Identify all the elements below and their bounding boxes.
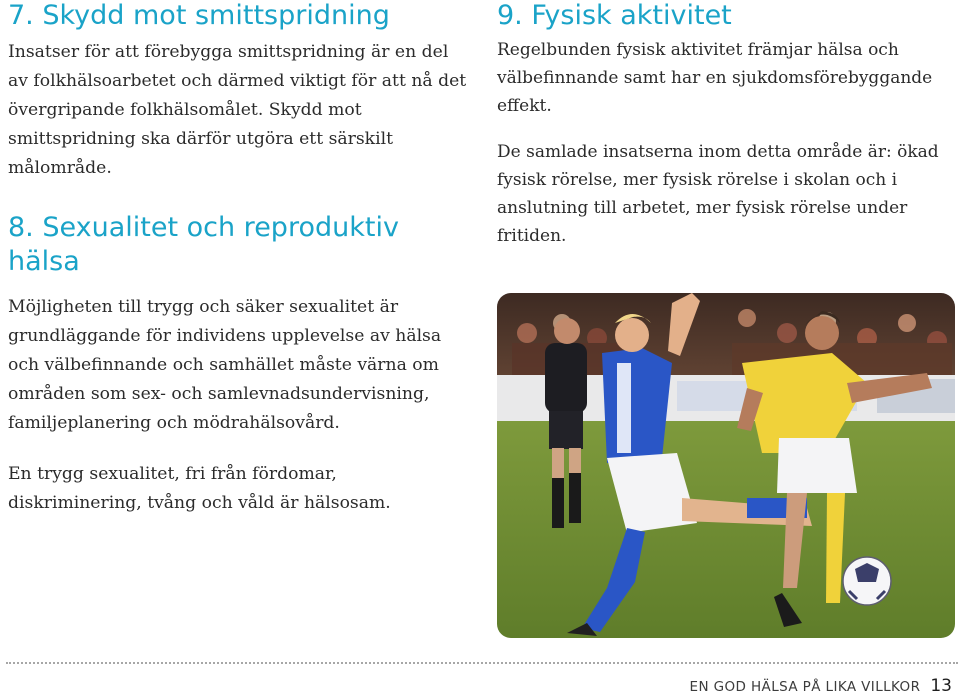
section-9-paragraph-2: De samlade insatserna inom detta område är: ökad fysisk rörelse, mer fysisk rörelse i skolan och i anslutning till arbetet, mer fysisk rörelse under fritiden.	[497, 142, 939, 246]
footer-title: EN GOD HÄLSA PÅ LIKA VILLKOR	[689, 679, 921, 695]
section-8-paragraph-1: Möjligheten till trygg och säker sexualitet är grundläggande för individens upplevelse av hälsa och välbefinnande och samhället måste värna om områden som sex- och samlevnadsundervisning, familjeplanering och mödrahälsovård.	[8, 297, 442, 433]
section-7-heading: 7. Skydd mot smittspridning	[8, 0, 390, 31]
section-8-paragraph-2: En trygg sexualitet, fri från fördomar, diskriminering, tvång och våld är hälsosam.	[8, 464, 391, 513]
right-column	[497, 0, 955, 250]
left-column	[8, 0, 470, 518]
section-7-paragraph: Insatser för att förebygga smittspridning är en del av folkhälsoarbetet och därmed viktigt för att nå det övergripande folkhälsomålet. Skydd mot smittspridning ska därför utgöra ett särskilt målområde.	[8, 42, 467, 178]
football-icon	[843, 557, 891, 605]
footer-divider	[6, 662, 958, 664]
section-9-heading: 9. Fysisk aktivitet	[497, 0, 732, 31]
section-9-paragraph-1: Regelbunden fysisk aktivitet främjar hälsa och välbefinnande samt har en sjukdomsförebyggande effekt.	[497, 40, 933, 116]
section-8-heading: 8. Sexualitet och reproduktiv hälsa	[8, 212, 399, 277]
grass-field	[497, 421, 955, 638]
page-number: 13	[930, 676, 952, 696]
football-photo	[497, 293, 955, 638]
page-footer	[690, 676, 952, 696]
